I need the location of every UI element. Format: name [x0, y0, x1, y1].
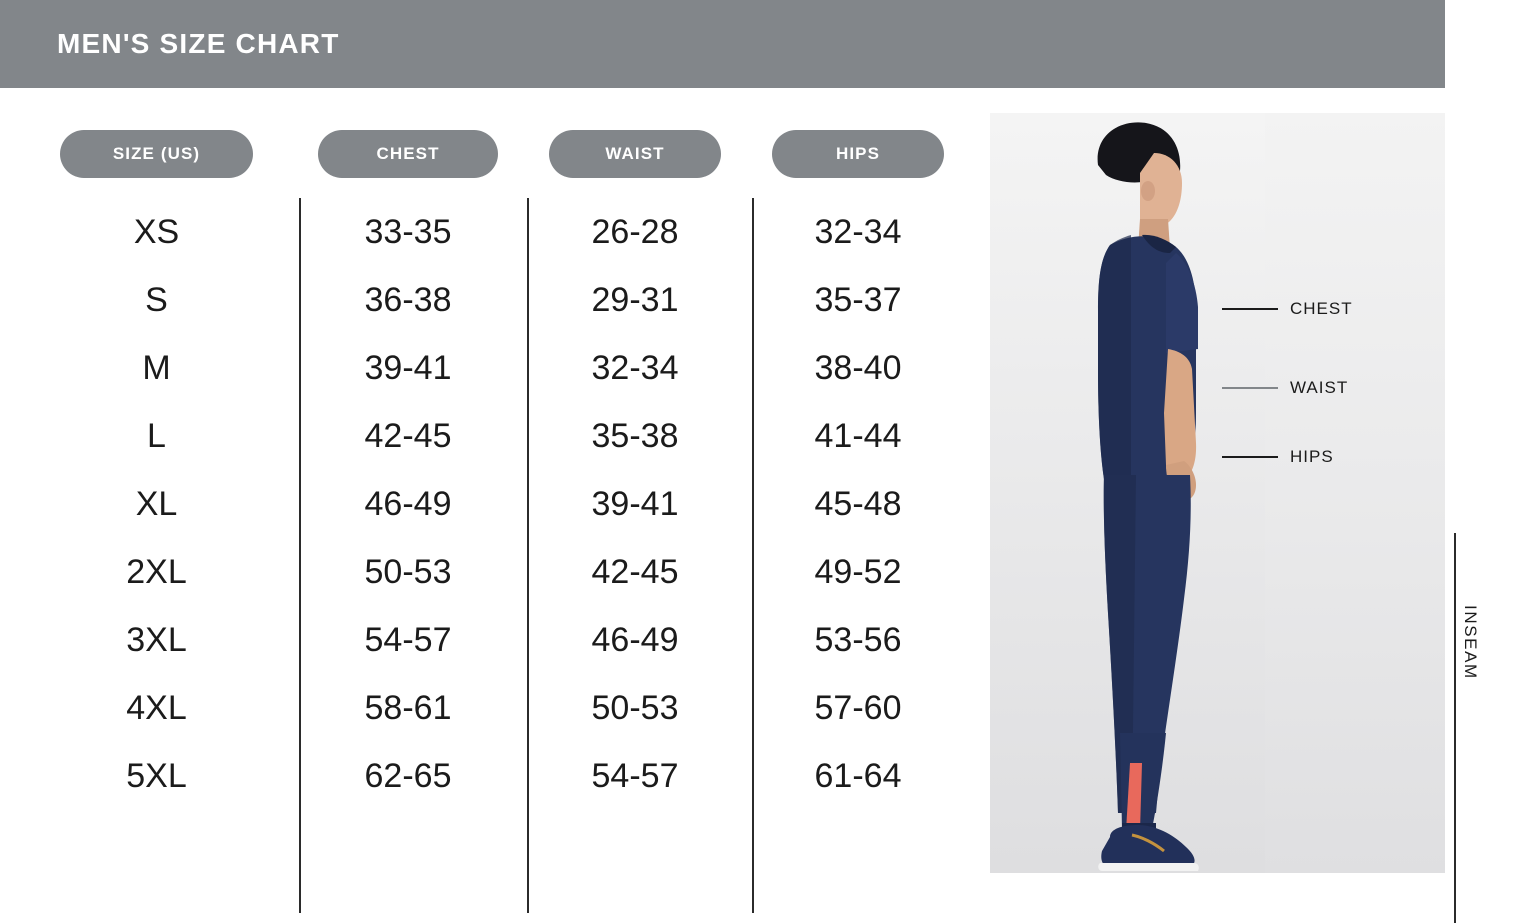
measurement-figure-panel — [990, 113, 1480, 873]
cell-chest: 42-45 — [364, 417, 452, 455]
table-row — [0, 606, 990, 674]
cell-waist: 42-45 — [591, 553, 679, 591]
cell-waist: 35-38 — [591, 417, 679, 455]
legend-item-waist — [1222, 378, 1348, 398]
cell-hips: 32-34 — [814, 213, 902, 251]
legend-label-waist: WAIST — [1290, 378, 1349, 397]
cell-size: M — [142, 349, 171, 387]
cell-hips: 53-56 — [814, 621, 902, 659]
cell-chest: 62-65 — [364, 757, 452, 795]
table-header-row — [0, 130, 990, 182]
cell-waist: 46-49 — [591, 621, 679, 659]
table-row — [0, 538, 990, 606]
header-bar — [0, 0, 1445, 88]
table-row — [0, 402, 990, 470]
legend-rule-icon — [1222, 456, 1278, 458]
legend-label-chest: CHEST — [1290, 299, 1353, 318]
page-title: MEN'S SIZE CHART — [57, 28, 340, 59]
cell-chest: 46-49 — [364, 485, 452, 523]
legend-rule-icon — [1222, 387, 1278, 389]
cell-size: 2XL — [126, 553, 187, 591]
column-header-hips: HIPS — [772, 130, 944, 178]
inseam-line-icon — [1454, 533, 1456, 923]
cell-chest: 58-61 — [364, 689, 452, 727]
cell-hips: 45-48 — [814, 485, 902, 523]
cell-waist: 54-57 — [591, 757, 679, 795]
cell-size: L — [147, 417, 166, 455]
cell-hips: 38-40 — [814, 349, 902, 387]
table-body — [0, 198, 990, 810]
cell-chest: 36-38 — [364, 281, 452, 319]
legend-label-hips: HIPS — [1290, 447, 1334, 466]
cell-size: S — [145, 281, 168, 319]
table-row — [0, 266, 990, 334]
table-row — [0, 198, 990, 266]
cell-size: XS — [133, 213, 180, 251]
cell-chest: 39-41 — [364, 349, 452, 387]
cell-chest: 50-53 — [364, 553, 452, 591]
measurement-legend — [1222, 113, 1480, 873]
cell-hips: 41-44 — [814, 417, 902, 455]
column-header-chest: CHEST — [318, 130, 498, 178]
cell-hips: 35-37 — [814, 281, 902, 319]
cell-hips: 49-52 — [814, 553, 902, 591]
inseam-indicator — [1454, 533, 1514, 923]
legend-rule-icon — [1222, 308, 1278, 310]
cell-size: 4XL — [126, 689, 187, 727]
column-header-size: SIZE (US) — [60, 130, 253, 178]
cell-size: XL — [135, 485, 178, 523]
column-header-waist: WAIST — [549, 130, 721, 178]
legend-item-hips — [1222, 447, 1334, 467]
legend-item-chest — [1222, 299, 1353, 319]
cell-waist: 32-34 — [591, 349, 679, 387]
cell-waist: 29-31 — [591, 281, 679, 319]
cell-hips: 61-64 — [814, 757, 902, 795]
table-row — [0, 334, 990, 402]
table-row — [0, 674, 990, 742]
cell-chest: 54-57 — [364, 621, 452, 659]
size-chart-table — [0, 88, 990, 896]
table-row — [0, 470, 990, 538]
cell-waist: 50-53 — [591, 689, 679, 727]
cell-size: 3XL — [126, 621, 187, 659]
cell-hips: 57-60 — [814, 689, 902, 727]
inseam-label: INSEAM — [1461, 605, 1480, 680]
cell-waist: 39-41 — [591, 485, 679, 523]
table-row — [0, 742, 990, 810]
cell-waist: 26-28 — [591, 213, 679, 251]
cell-size: 5XL — [126, 757, 187, 795]
cell-chest: 33-35 — [364, 213, 452, 251]
